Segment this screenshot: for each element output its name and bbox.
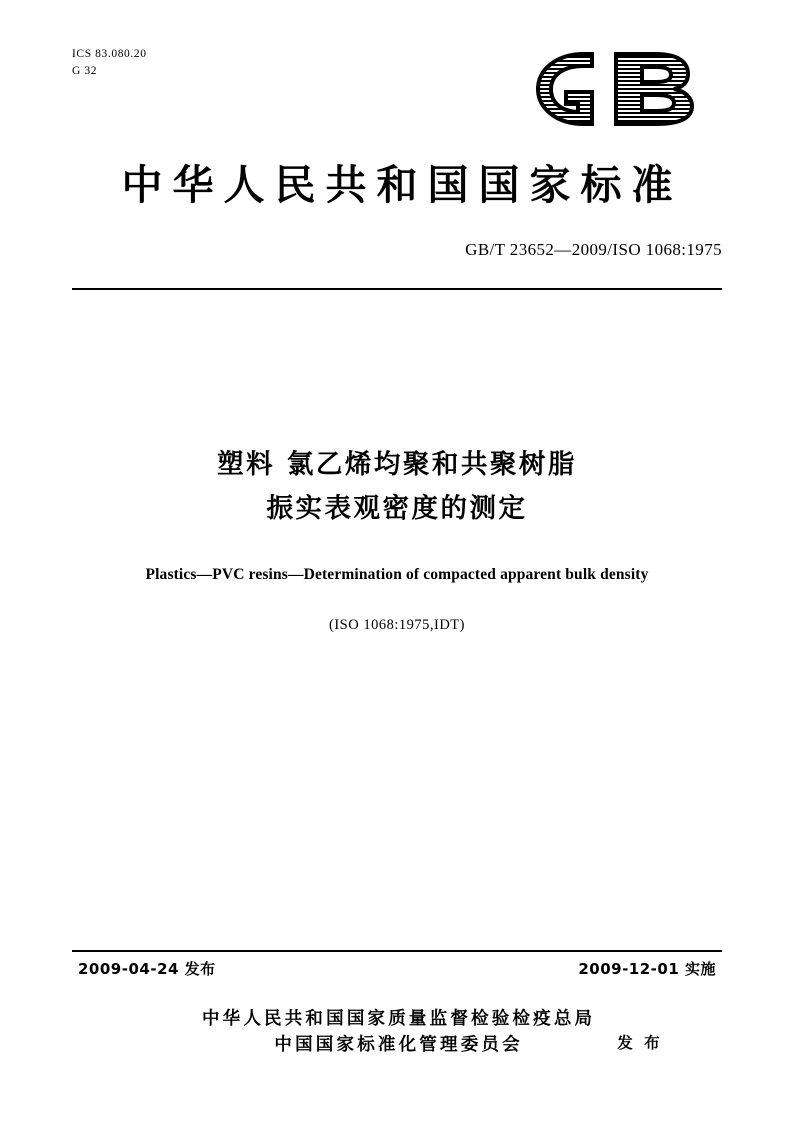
ics-block (72, 46, 147, 79)
effective-date: 2009-12-01 实施 (578, 960, 716, 978)
document-title-en: Plastics—PVC resins—Determination of compacted apparent bulk density (145, 566, 649, 583)
issue-date: 2009-04-24 发布 (78, 960, 216, 978)
divider-top (72, 288, 722, 290)
iso-identity-line: (ISO 1068:1975,IDT) (329, 617, 465, 633)
classification-code: G 32 (72, 64, 98, 77)
document-title-cn-line2: 振实表观密度的测定 (266, 493, 528, 524)
publisher-block (0, 1006, 794, 1059)
national-standard-title: 中华人民共和国国家标准 (121, 161, 683, 209)
standard-number: GB/T 23652—2009/ISO 1068:1975 (465, 240, 722, 259)
publish-label: 发 布 (617, 1033, 663, 1052)
publisher-line-2: 中国国家标准化管理委员会 (274, 1035, 523, 1056)
gb-logo-icon (532, 48, 722, 130)
ics-code: ICS 83.080.20 (72, 48, 147, 60)
document-title-cn-line1: 塑料 氯乙烯均聚和共聚树脂 (217, 449, 577, 480)
publisher-names (199, 1006, 663, 1059)
publisher-line-1: 中华人民共和国国家质量监督检验检疫总局 (201, 1009, 596, 1029)
divider-bottom (72, 950, 722, 952)
